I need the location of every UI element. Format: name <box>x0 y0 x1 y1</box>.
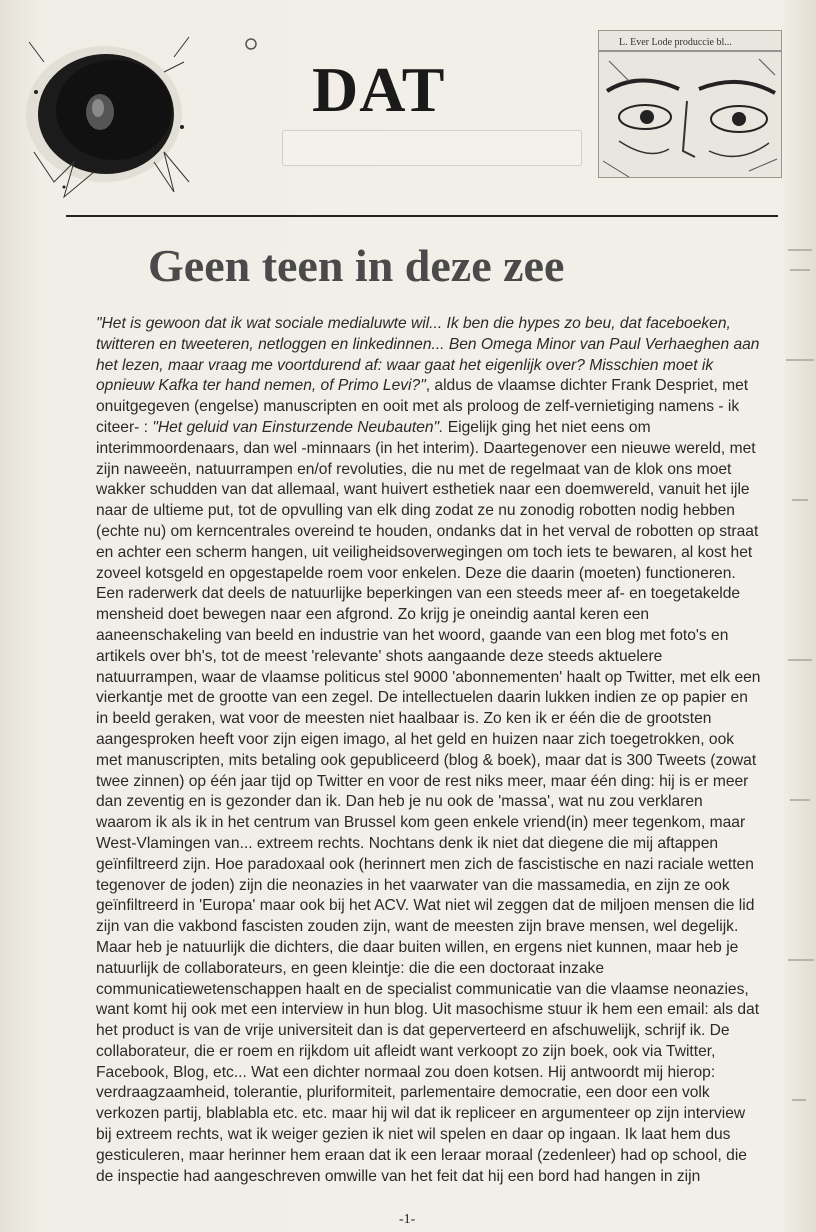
article-title: Geen teen in deze zee <box>148 240 565 291</box>
masthead-title: DAT <box>312 54 446 125</box>
masthead-subtitle-box <box>282 130 582 166</box>
small-circle-mark <box>243 36 259 52</box>
left-splatter-image <box>24 32 192 202</box>
article-quote-1: "Het is gewoon dat ik wat sociale medialuwte wil... Ik ben die hypes zo beu, dat faceboeken, twitteren en tweeteren, netloggen en linkedinnen... Ben Omega Minor van Paul Verhaeghen aan het lezen, maar vraag me voortdurend af: waar gaat het eigenlijk over? Misschien moet ik opnieuw Kafka ter hand nemen, of Primo Levi?" <box>96 315 760 395</box>
article-text-1: , aldus de vlaamse dichter Frank Despriet, met onuitgegeven (engelse) manuscripten en ooit met als proloog de zelf-vernietiging namens - ik citeer- : <box>96 377 749 436</box>
right-face-sketch-image <box>598 30 782 178</box>
article-body <box>96 314 762 1187</box>
article-text-2: Eigelijk ging het niet eens om interimmoordenaars, dan wel -minnaars (in het interim). Daartegenover een nieuwe wereld, met zijn naweeën, natuurrampen en/of revoluties, die nu met de regelmaat van de klok ons moet wakker schudden van dat allemaal, want huivert esthetiek naar een doemwereld, vanuit het ijle naar de ultieme put, tot de opvulling van elk ding zodat ze nu zonodig robotten nodig hebben (echte nu) om kerncentrales overeind te houden, ondanks dat in het verval de robotten op straat en achter een scherm hangen, uit veiligheidsoverwegingen om toch iets te bewaren, al kost het zoveel kotsgeld en opgestapelde roem voor enkelen. Deze die daarin (moeten) functioneren. Een raderwerk dat deels de natuurlijke beperkingen van een steeds meer af- en toegetakelde mensheid doet bewegen naar een afgrond. Zo krijg je oneindig aantal keren een aaneenschakeling van beeld en industrie van het woord, gaande van een blog met foto's en artikels over bh's, tot de meest 'relevante' shots aangaande deze steeds aktuelere natuurrampen, waar de vlaamse politicus stel 9000 'abonnementen' haalt op Twitter, met elk een vierkantje met de grootte van een zegel. De intellectuelen daarin lukken indien ze op papier en in beeld geraken, wat voor de meesten niet haalbaar is. Zo ken ik er één die de grootsten aangesproken heeft voor zijn eigen imago, al het geld en huizen naar zich toegetrokken, ook met manuscripten, mits betaling ook gepubliceerd (blog & boek), maar dat is 300 Tweets (zowat twee zinnen) op één jaar tijd op Twitter en voor de rest niks meer, maar één ding: hij is er meer dan zeventig en is gezonder dan ik. Dan heb je nu ook de 'massa', wat nu zou verklaren waarom ik als ik in het centrum van Brussel kom geen enkele vriend(in) meer tegenkom, maar West-Vlamingen van... extreem rechts. Nochtans denk ik niet dat diegene die mij aftappen geïnfiltreerd zijn. Hoe paradoxaal ook (herinnert men zich de fascistische en nazi raciale wetten tegenover de joden) zijn die neonazies in het vaarwater van die massamedia, en zijn ze ook geïnfiltreerd in 'Europa' maar ook bij het ACV. Wat niet wil zeggen dat de miljoen mensen die lid zijn van die vakbond fascisten zouden zijn, want de meesten zijn brave mensen, wel degelijk. Maar heb je natuurlijk die dichters, die daar buiten willen, en ergens niet kunnen, maar heb je natuurlijk de collaborateurs, en geen kleintje: die die een doctoraat inzake communicatiewetenschappen haalt en de specialist communicatie van die vlaamse neonazies, want komt hij ook met een interview in hun blog. Uit masochisme stuur ik hem een email: als dat het product is van de vrije universiteit dan is dat geperverteerd en afschuwelijk, schrijf ik. De collaborateur, die er roem en rijkdom uit afleidt want verkoopt zo zijn boek, ook via Twitter, Facebook, Blog, etc... Wat een dichter normaal zou doen kotsen. Hij antwoordt mij hierop: verdraagzaamheid, tolerantie, pluriformiteit, parlementaire democratie, een door een volk verkozen partij, blablabla etc. etc. maar hij wil dat ik repliceer en argumenteer op zijn interview bij extreem rechts, wat ik weiger gezien ik niet wil spelen en daar op ingaan. Ik laat hem dus gesticuleren, maar herinner hem eraan dat ik een leraar moraal (zedenleer) had op school, die de inspectie had aangeschreven omwille van het feit dat hij een bord had hangen in zijn <box>96 418 761 1185</box>
right-image-caption: L. Ever Lode produccie bl... <box>619 37 732 48</box>
margin-bleed-marks <box>784 240 816 1140</box>
article-quote-2: "Het geluid van Einsturzende Neubauten". <box>152 418 444 436</box>
face-sketch-icon <box>599 31 781 177</box>
page-number: -1- <box>399 1212 416 1227</box>
header-divider <box>66 215 778 217</box>
